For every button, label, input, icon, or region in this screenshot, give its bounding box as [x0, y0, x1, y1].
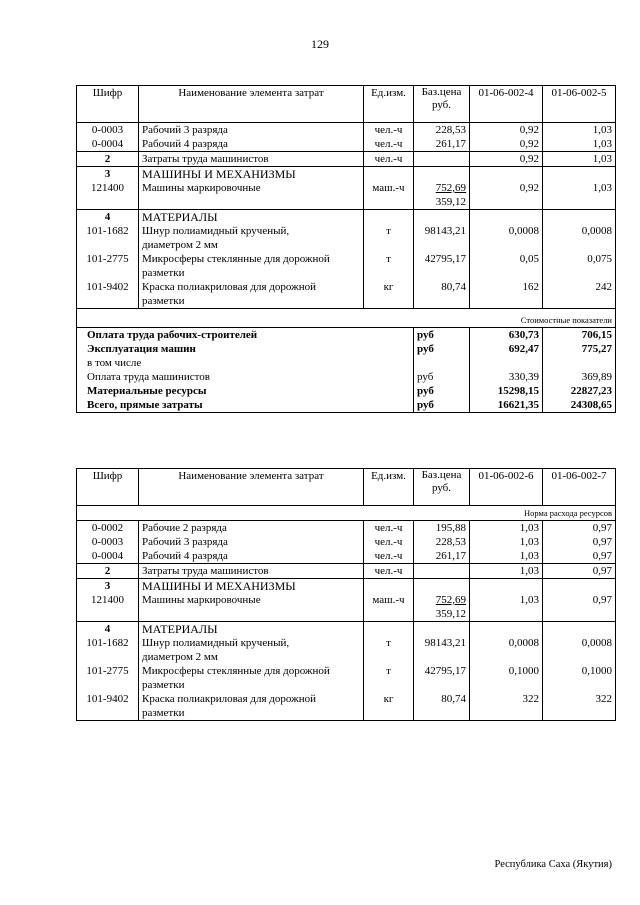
row-name: Краска полиакриловая для дорожной разметки [139, 692, 364, 721]
row-value-b: 242 [543, 280, 616, 309]
row-code: 101-9402 [77, 692, 139, 721]
summary-value-b: 24308,65 [543, 398, 616, 413]
header-col-b: 01-06-002-5 [543, 86, 616, 123]
row-value-a: 1,03 [470, 535, 543, 549]
row-name: Машины маркировочные [139, 593, 364, 622]
row-unit: кг [364, 692, 414, 721]
summary-label: в том числе [77, 356, 414, 370]
table-row [77, 252, 616, 280]
section-name: МАТЕРИАЛЫ [139, 210, 364, 225]
row-price: 752,69 359,12 [414, 181, 470, 210]
row-unit: чел.-ч [364, 521, 414, 536]
header-code: Шифр [77, 469, 139, 506]
row-code: 0-0004 [77, 137, 139, 152]
summary-row [77, 398, 616, 413]
table-row [77, 181, 616, 210]
row-name: Рабочие 2 разряда [139, 521, 364, 536]
summary-value-b: 369,89 [543, 370, 616, 384]
row-price: 98143,21 [414, 224, 470, 252]
row-value-b: 1,03 [543, 123, 616, 138]
row-unit: чел.-ч [364, 535, 414, 549]
row-name: Рабочий 3 разряда [139, 535, 364, 549]
section-row [77, 622, 616, 637]
row-code: 101-1682 [77, 636, 139, 664]
row-unit: чел.-ч [364, 137, 414, 152]
row-price: 195,88 [414, 521, 470, 536]
row-value-b: 0,97 [543, 549, 616, 564]
row-value-a: 1,03 [470, 593, 543, 622]
section-name: Затраты труда машинистов [139, 564, 364, 579]
row-price: 261,17 [414, 137, 470, 152]
section-code: 3 [77, 167, 139, 182]
header-col-b: 01-06-002-7 [543, 469, 616, 506]
summary-unit: руб [414, 398, 470, 413]
section-name: МАТЕРИАЛЫ [139, 622, 364, 637]
row-value-a: 0,0008 [470, 636, 543, 664]
row-price: 228,53 [414, 535, 470, 549]
row-unit: чел.-ч [364, 123, 414, 138]
section-name: МАШИНЫ И МЕХАНИЗМЫ [139, 579, 364, 594]
section-row [77, 167, 616, 182]
table-row [77, 636, 616, 664]
header-base-price: Баз.цена руб. [414, 86, 470, 123]
summary-value-b: 706,15 [543, 328, 616, 343]
table-row [77, 535, 616, 549]
row-value-a: 322 [470, 692, 543, 721]
row-price: 42795,17 [414, 664, 470, 692]
summary-row [77, 384, 616, 398]
summary-value-b: 22827,23 [543, 384, 616, 398]
summary-label: Всего, прямые затраты [77, 398, 414, 413]
header-unit: Ед.изм. [364, 86, 414, 123]
summary-value-a: 330,39 [470, 370, 543, 384]
section-row [77, 152, 616, 167]
summary-unit: руб [414, 342, 470, 356]
row-unit: чел.-ч [364, 564, 414, 579]
row-code: 101-9402 [77, 280, 139, 309]
summary-unit: руб [414, 370, 470, 384]
summary-row [77, 342, 616, 356]
row-unit: т [364, 252, 414, 280]
row-value-b: 0,1000 [543, 664, 616, 692]
row-name: Машины маркировочные [139, 181, 364, 210]
section-code: 2 [77, 152, 139, 167]
row-name: Рабочий 4 разряда [139, 549, 364, 564]
row-code: 121400 [77, 181, 139, 210]
row-price: 261,17 [414, 549, 470, 564]
section-name: МАШИНЫ И МЕХАНИЗМЫ [139, 167, 364, 182]
table-row [77, 521, 616, 536]
table-row [77, 593, 616, 622]
row-value-a: 0,92 [470, 123, 543, 138]
table-row [77, 549, 616, 564]
summary-value-a: 16621,35 [470, 398, 543, 413]
row-unit: маш.-ч [364, 593, 414, 622]
summary-unit: руб [414, 384, 470, 398]
summary-value-a: 15298,15 [470, 384, 543, 398]
table-header-row [77, 86, 616, 123]
row-code: 0-0002 [77, 521, 139, 536]
row-value-a: 1,03 [470, 521, 543, 536]
row-value-b: 1,03 [543, 181, 616, 210]
row-unit: чел.-ч [364, 152, 414, 167]
header-col-a: 01-06-002-6 [470, 469, 543, 506]
summary-value-a: 630,73 [470, 328, 543, 343]
summary-label: Материальные ресурсы [77, 384, 414, 398]
row-unit: маш.-ч [364, 181, 414, 210]
footer-region: Республика Саха (Якутия) [494, 859, 612, 870]
row-value-a: 0,92 [470, 181, 543, 210]
table-header-row [77, 469, 616, 506]
section-name: Затраты труда машинистов [139, 152, 364, 167]
table-row [77, 224, 616, 252]
row-code: 101-2775 [77, 664, 139, 692]
row-code: 0-0003 [77, 123, 139, 138]
header-name: Наименование элемента затрат [139, 86, 364, 123]
row-code: 101-2775 [77, 252, 139, 280]
row-value-a: 0,05 [470, 252, 543, 280]
header-name: Наименование элемента затрат [139, 469, 364, 506]
row-name: Микросферы стеклянные для дорожной разметки [139, 252, 364, 280]
row-code: 0-0003 [77, 535, 139, 549]
row-name: Шнур полиамидный крученый, диаметром 2 мм [139, 636, 364, 664]
row-unit: чел.-ч [364, 549, 414, 564]
row-name: Рабочий 3 разряда [139, 123, 364, 138]
summary-row [77, 370, 616, 384]
row-name: Краска полиакриловая для дорожной разметки [139, 280, 364, 309]
row-value-a: 1,03 [470, 564, 543, 579]
norm-caption: Норма расхода ресурсов [77, 506, 616, 521]
row-value-b: 1,03 [543, 137, 616, 152]
row-value-b: 322 [543, 692, 616, 721]
summary-value-b: 775,27 [543, 342, 616, 356]
row-price: 80,74 [414, 280, 470, 309]
cost-table-1 [76, 85, 616, 413]
summary-label: Оплата труда рабочих-строителей [77, 328, 414, 343]
section-code: 4 [77, 210, 139, 225]
header-code: Шифр [77, 86, 139, 123]
table-row [77, 692, 616, 721]
summary-row [77, 356, 616, 370]
row-price: 752,69 359,12 [414, 593, 470, 622]
row-price: 42795,17 [414, 252, 470, 280]
section-row [77, 579, 616, 594]
page-number: 129 [311, 37, 329, 51]
row-value-b: 0,075 [543, 252, 616, 280]
row-code: 121400 [77, 593, 139, 622]
section-code: 2 [77, 564, 139, 579]
indicators-caption: Стоимостные показатели [77, 309, 616, 328]
section-row [77, 210, 616, 225]
row-value-a: 1,03 [470, 549, 543, 564]
row-value-b: 0,97 [543, 564, 616, 579]
row-value-a: 0,92 [470, 137, 543, 152]
summary-row [77, 328, 616, 343]
row-price: 228,53 [414, 123, 470, 138]
row-name: Шнур полиамидный крученый, диаметром 2 мм [139, 224, 364, 252]
summary-label: Эксплуатация машин [77, 342, 414, 356]
row-price: 80,74 [414, 692, 470, 721]
table-row [77, 280, 616, 309]
row-value-b: 0,97 [543, 521, 616, 536]
row-code: 0-0004 [77, 549, 139, 564]
header-base-price: Баз.цена руб. [414, 469, 470, 506]
table-row [77, 137, 616, 152]
row-code: 101-1682 [77, 224, 139, 252]
row-name: Микросферы стеклянные для дорожной разметки [139, 664, 364, 692]
cost-table-2 [76, 468, 616, 721]
row-unit: кг [364, 280, 414, 309]
section-row [77, 564, 616, 579]
indicators-caption-row [77, 309, 616, 328]
header-col-a: 01-06-002-4 [470, 86, 543, 123]
row-value-b: 1,03 [543, 152, 616, 167]
section-code: 4 [77, 622, 139, 637]
summary-value-a: 692,47 [470, 342, 543, 356]
section-code: 3 [77, 579, 139, 594]
row-value-a: 0,1000 [470, 664, 543, 692]
row-value-a: 0,0008 [470, 224, 543, 252]
norm-caption-row [77, 506, 616, 521]
row-value-b: 0,97 [543, 535, 616, 549]
summary-unit: руб [414, 328, 470, 343]
header-unit: Ед.изм. [364, 469, 414, 506]
row-value-b: 0,0008 [543, 636, 616, 664]
table-row [77, 123, 616, 138]
row-name: Рабочий 4 разряда [139, 137, 364, 152]
table-row [77, 664, 616, 692]
row-unit: т [364, 664, 414, 692]
row-value-a: 162 [470, 280, 543, 309]
summary-label: Оплата труда машинистов [77, 370, 414, 384]
row-unit: т [364, 224, 414, 252]
row-value-a: 0,92 [470, 152, 543, 167]
row-price: 98143,21 [414, 636, 470, 664]
row-value-b: 0,97 [543, 593, 616, 622]
row-unit: т [364, 636, 414, 664]
row-value-b: 0,0008 [543, 224, 616, 252]
